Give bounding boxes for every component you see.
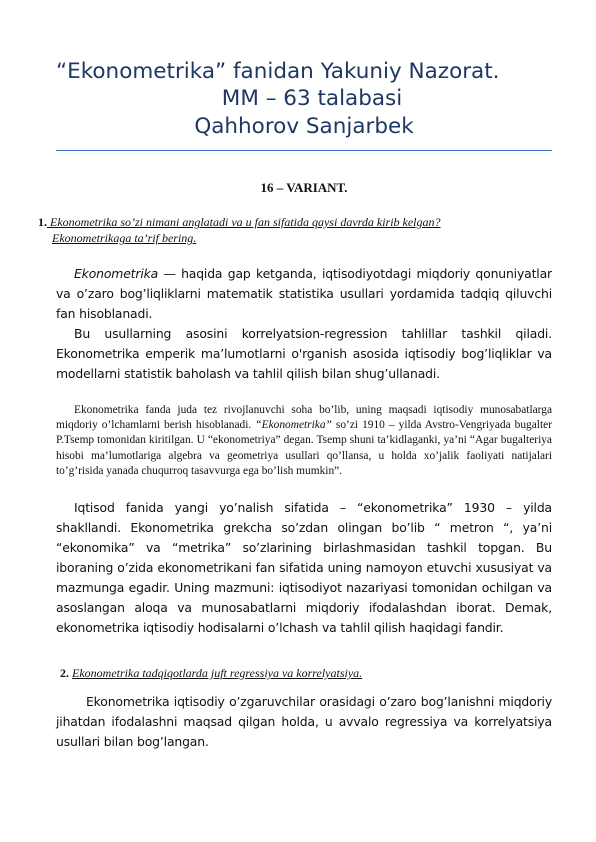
paragraph-1-rest: — haqida gap ketganda, iqtisodiyotdagi miqdoriy qonuniyatlar va o’zaro bog’liqliklarni matematik statistika usullari yordamida tadqiq qiluvchi fan hisoblanadi. (56, 266, 552, 321)
question-1-text: Ekonometrika so’zi nimani anglatadi va u fan sifatida qaysi davrda kirib kelgan? (47, 215, 441, 229)
paragraph-2: Bu usullarning asosini korrelyatsion-regression tahlillar tashkil qiladi. Ekonometrika emperik ma’lumotlarni o'rganish asosida iqtisodiy bog’liqliklar va modellarni statistik baholash va tahlil qilish bilan shug’ullanadi. (56, 326, 552, 381)
title-line-2: MM – 63 talabasi (221, 86, 403, 111)
paragraph-1 (56, 264, 552, 324)
paragraph-3-italic: “Ekonometrika” (255, 419, 332, 432)
question-2 (60, 666, 556, 681)
paragraph-3-part-1: Ekonometrika fanda juda tez rivojlanuvchi soha bo’lib, uning maqsadi iqtisodiy munosabatlarga miqdoriy o’lchamlarni berish hisoblanadi. (56, 404, 552, 432)
paragraph-5: Ekonometrika iqtisodiy o’zgaruvchilar orasidagi o’zaro bog’lanishni miqdoriy jihatdan ifodalashni maqsad qilgan holda, u avvalo regressiya va korrelyatsiya usullari bilan bog’langan. (56, 694, 552, 749)
title-line-3: Qahhorov Sanjarbek (194, 114, 414, 139)
question-2-number: 2. (60, 666, 69, 680)
question-1-text-cont: Ekonometrikaga ta’rif bering. (52, 231, 197, 245)
title-line-1: “Ekonometrika” fanidan Yakuniy Nazorat. (56, 59, 500, 84)
question-1 (38, 214, 554, 246)
paragraph-3 (56, 403, 552, 479)
variant-heading: 16 – VARIANT. (260, 180, 348, 195)
paragraph-3-part-2: so’zi 1910 – yilda Avstro-Vengriyada bugalter P.Tsemp tomonidan kiritilgan. U “ekonometriya” degan. Tsemp shuni ta’kidlaganki, ya’ni “Agar bugalteriya hisobi ma’lumotlariga algebra va geometriya usullari qo’llansa, u holda xo’jalik faoliyati natijalari to’g’risida yanada chuqurroq tasavvurga ega bo’lish mumkin”. (56, 419, 552, 477)
title-divider (56, 150, 552, 151)
question-2-text: Ekonometrika tadqiqotlarda juft regressiya va korrelyatsiya. (72, 666, 363, 680)
document-title (56, 58, 552, 141)
question-1-number: 1. (38, 215, 47, 229)
paragraph-1-lead: Ekonometrika (74, 266, 159, 281)
paragraph-4: Iqtisod fanida yangi yo’nalish sifatida – “ekonometrika” 1930 – yilda shakllandi. Ekonometrika grekcha so’zdan olingan bo’lib “ metron “, ya’ni “ekonomika” va “metrika” so’zlarining birlashmasidan tashkil topgan. Bu iboraning o’zida ekonometrikani fan sifatida uning namoyon etuvchi xususiyat va mazmunga egadir. Uning mazmuni: iqtisodiyot nazariyasi tomonidan ochilgan va asoslangan aloqa va munosabatlarni miqdoriy ifodalashdan iborat. Demak, ekonometrika iqtisodiy hodisalarni o’lchash va tahlil qilish haqidagi fandir. (56, 500, 552, 635)
